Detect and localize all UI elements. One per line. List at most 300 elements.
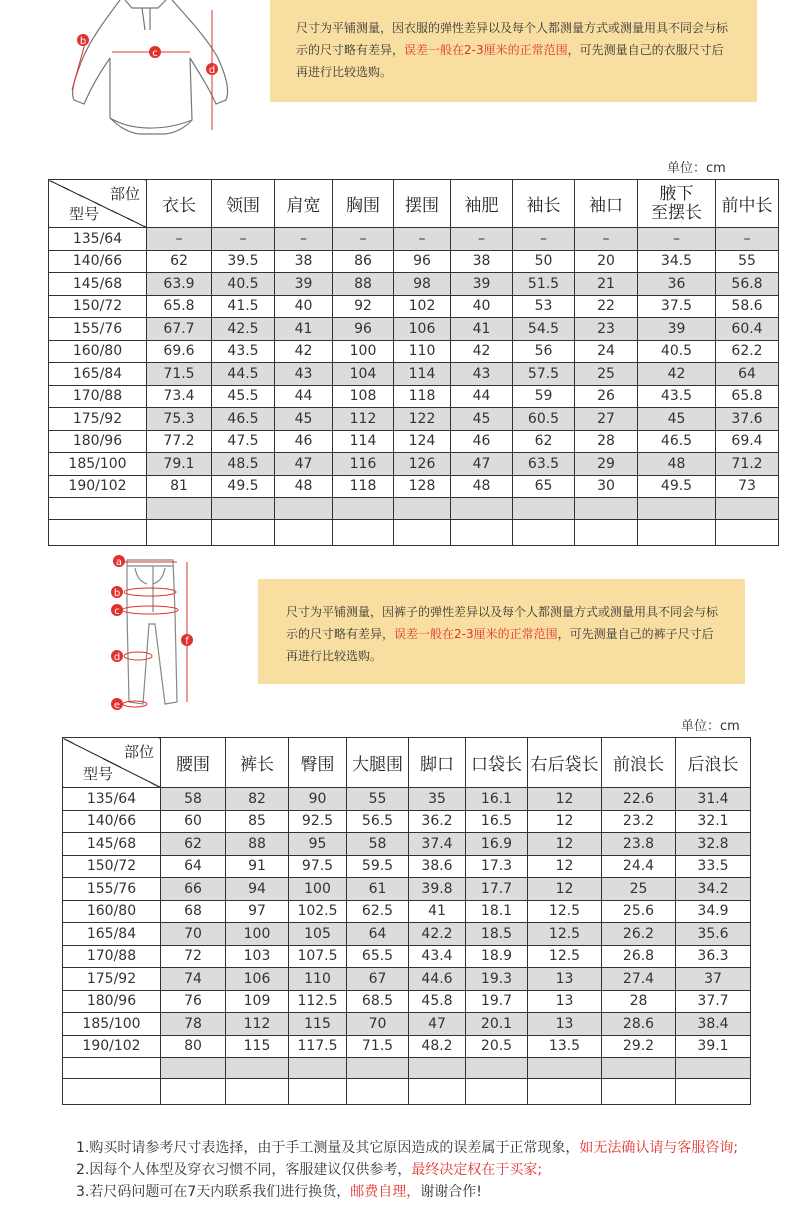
shirt-value-cell: 28 [575, 430, 638, 453]
shirt-value-cell: 43.5 [212, 340, 275, 363]
pants-value-cell [409, 1058, 466, 1079]
shirt-value-cell [147, 498, 212, 520]
pants-label-f: f [185, 636, 189, 647]
pants-value-cell: 94 [226, 878, 289, 901]
pants-value-cell [226, 1079, 289, 1105]
pants-value-cell: 16.1 [466, 788, 528, 811]
shirt-value-cell: 41 [275, 318, 333, 341]
pants-value-cell: 115 [289, 1013, 347, 1036]
shirt-value-cell: 62 [147, 250, 212, 273]
shirt-value-cell: 124 [394, 430, 451, 453]
pants-header-8: 后浪长 [676, 738, 751, 788]
shirt-value-cell: 86 [333, 250, 394, 273]
shirt-value-cell: 71.2 [716, 453, 779, 476]
shirt-value-cell: 37.5 [638, 295, 716, 318]
pants-value-cell: 36.3 [676, 945, 751, 968]
shirt-size-cell: 135/64 [49, 228, 147, 251]
pants-size-cell: 150/72 [63, 855, 161, 878]
shirt-value-cell: 38 [275, 250, 333, 273]
pants-label-d: d [113, 652, 121, 663]
shirt-value-cell: 29 [575, 453, 638, 476]
pants-size-cell: 160/80 [63, 900, 161, 923]
shirt-value-cell: 48.5 [212, 453, 275, 476]
shirt-value-cell: 27 [575, 408, 638, 431]
shirt-size-cell: 175/92 [49, 408, 147, 431]
shirt-value-cell: 57.5 [513, 363, 575, 386]
shirt-header-2: 肩宽 [275, 180, 333, 228]
pants-value-cell: 112 [226, 1013, 289, 1036]
shirt-value-cell [333, 498, 394, 520]
shirt-value-cell: 24 [575, 340, 638, 363]
shirt-size-cell [49, 498, 147, 520]
shirt-label-d: d [208, 65, 216, 76]
shirt-value-cell: – [212, 228, 275, 251]
pants-value-cell: 29.2 [602, 1035, 676, 1058]
shirt-value-cell: 43 [275, 363, 333, 386]
pants-value-cell: 25.6 [602, 900, 676, 923]
shirt-size-cell: 140/66 [49, 250, 147, 273]
shirt-value-cell: 62.2 [716, 340, 779, 363]
pants-row [63, 1013, 751, 1036]
shirt-row [49, 363, 779, 386]
pants-value-cell: 17.3 [466, 855, 528, 878]
shirt-value-cell: 49.5 [638, 475, 716, 498]
shirt-value-cell: 45 [451, 408, 513, 431]
shirt-header-1: 领围 [212, 180, 275, 228]
shirt-value-cell: – [394, 228, 451, 251]
pants-note-tolerance: 误差一般在2-3厘米的正常范围 [394, 627, 558, 641]
shirt-header-3: 胸围 [333, 180, 394, 228]
pants-value-cell: 58 [347, 833, 409, 856]
note-2: 2.因每个人体型及穿衣习惯不同，客服建议仅供参考，最终决定权在于买家; [76, 1162, 543, 1178]
shirt-value-cell: 42 [451, 340, 513, 363]
shirt-value-cell: 88 [333, 273, 394, 296]
pants-value-cell: 48.2 [409, 1035, 466, 1058]
pants-value-cell: 38.6 [409, 855, 466, 878]
pants-value-cell: 22.6 [602, 788, 676, 811]
shirt-value-cell [638, 520, 716, 546]
pants-size-cell: 165/84 [63, 923, 161, 946]
shirt-value-cell [716, 498, 779, 520]
shirt-value-cell: 64 [716, 363, 779, 386]
shirt-value-cell: 47 [451, 453, 513, 476]
shirt-value-cell: 104 [333, 363, 394, 386]
pants-unit-label: 单位：cm [681, 719, 740, 734]
shirt-value-cell: – [333, 228, 394, 251]
pants-header-3: 大腿围 [347, 738, 409, 788]
shirt-value-cell [212, 498, 275, 520]
shirt-row [49, 498, 779, 520]
pants-header-2: 臀围 [289, 738, 347, 788]
pants-value-cell: 62 [161, 833, 226, 856]
shirt-value-cell [451, 498, 513, 520]
shirt-value-cell: 48 [451, 475, 513, 498]
pants-size-cell: 170/88 [63, 945, 161, 968]
shirt-corner-size-label: 型号 [69, 205, 100, 223]
shirt-row [49, 318, 779, 341]
shirt-value-cell: 47.5 [212, 430, 275, 453]
pants-note-line3: 再进行比较选购。 [286, 649, 383, 663]
shirt-value-cell: 37.6 [716, 408, 779, 431]
pants-value-cell: 71.5 [347, 1035, 409, 1058]
pants-value-cell: 28 [602, 990, 676, 1013]
shirt-size-cell [49, 520, 147, 546]
pants-value-cell [347, 1058, 409, 1079]
pants-row [63, 878, 751, 901]
shirt-value-cell: 44 [451, 385, 513, 408]
shirt-value-cell: 100 [333, 340, 394, 363]
shirt-header-6: 袖长 [513, 180, 575, 228]
shirt-value-cell [513, 520, 575, 546]
pants-size-cell: 135/64 [63, 788, 161, 811]
pants-value-cell [161, 1079, 226, 1105]
shirt-value-cell: 114 [333, 430, 394, 453]
shirt-value-cell: 39 [451, 273, 513, 296]
pants-header-0: 腰围 [161, 738, 226, 788]
pants-value-cell: 110 [289, 968, 347, 991]
shirt-corner-part-label: 部位 [109, 185, 140, 203]
shirt-value-cell: 22 [575, 295, 638, 318]
shirt-row [49, 453, 779, 476]
shirt-header-5: 袖肥 [451, 180, 513, 228]
shirt-value-cell: 106 [394, 318, 451, 341]
pants-value-cell: 78 [161, 1013, 226, 1036]
pants-value-cell: 70 [161, 923, 226, 946]
shirt-value-cell: 56.8 [716, 273, 779, 296]
pants-value-cell: 39.1 [676, 1035, 751, 1058]
pants-row [63, 833, 751, 856]
shirt-size-cell: 165/84 [49, 363, 147, 386]
pants-value-cell: 72 [161, 945, 226, 968]
shirt-value-cell: 42 [275, 340, 333, 363]
shirt-value-cell: 21 [575, 273, 638, 296]
pants-value-cell: 20.5 [466, 1035, 528, 1058]
pants-value-cell: 35 [409, 788, 466, 811]
shirt-value-cell: 108 [333, 385, 394, 408]
shirt-size-cell: 155/76 [49, 318, 147, 341]
pants-value-cell: 13.5 [528, 1035, 602, 1058]
pants-value-cell: 109 [226, 990, 289, 1013]
pants-value-cell: 16.9 [466, 833, 528, 856]
shirt-value-cell: – [716, 228, 779, 251]
shirt-value-cell: 65.8 [147, 295, 212, 318]
pants-value-cell [676, 1079, 751, 1105]
pants-value-cell: 17.7 [466, 878, 528, 901]
shirt-value-cell: 42 [638, 363, 716, 386]
shirt-value-cell: 58.6 [716, 295, 779, 318]
shirt-value-cell: 46 [275, 430, 333, 453]
pants-header-4: 脚口 [409, 738, 466, 788]
pants-value-cell: 92.5 [289, 810, 347, 833]
pants-value-cell: 88 [226, 833, 289, 856]
shirt-row [49, 340, 779, 363]
shirt-value-cell: 44.5 [212, 363, 275, 386]
shirt-value-cell: 23 [575, 318, 638, 341]
shirt-value-cell: 50 [513, 250, 575, 273]
shirt-value-cell: 40.5 [638, 340, 716, 363]
shirt-value-cell: 73.4 [147, 385, 212, 408]
shirt-value-cell: 102 [394, 295, 451, 318]
pants-value-cell: 23.2 [602, 810, 676, 833]
pants-value-cell: 106 [226, 968, 289, 991]
shirt-value-cell: – [451, 228, 513, 251]
pants-label-a: a [115, 557, 123, 568]
pants-header-6: 右后袋长 [528, 738, 602, 788]
pants-row [63, 968, 751, 991]
shirt-value-cell: 118 [394, 385, 451, 408]
pants-value-cell: 32.8 [676, 833, 751, 856]
shirt-value-cell: 46 [451, 430, 513, 453]
pants-value-cell: 95 [289, 833, 347, 856]
shirt-value-cell: 48 [638, 453, 716, 476]
shirt-value-cell: 41.5 [212, 295, 275, 318]
pants-size-table [62, 737, 751, 1105]
pants-value-cell: 85 [226, 810, 289, 833]
pants-value-cell: 91 [226, 855, 289, 878]
shirt-value-cell: – [275, 228, 333, 251]
pants-value-cell: 97.5 [289, 855, 347, 878]
shirt-value-cell: 25 [575, 363, 638, 386]
pants-value-cell [226, 1058, 289, 1079]
pants-value-cell: 80 [161, 1035, 226, 1058]
pants-value-cell: 68.5 [347, 990, 409, 1013]
shirt-value-cell: 45 [275, 408, 333, 431]
shirt-value-cell [333, 520, 394, 546]
pants-value-cell: 112.5 [289, 990, 347, 1013]
pants-row [63, 900, 751, 923]
shirt-value-cell: 39.5 [212, 250, 275, 273]
shirt-value-cell: 46.5 [638, 430, 716, 453]
shirt-note-line3: 再进行比较选购。 [296, 65, 393, 79]
shirt-value-cell: 47 [275, 453, 333, 476]
shirt-value-cell: – [638, 228, 716, 251]
pants-value-cell: 38.4 [676, 1013, 751, 1036]
pants-value-cell: 31.4 [676, 788, 751, 811]
pants-value-cell: 32.1 [676, 810, 751, 833]
shirt-value-cell: 63.9 [147, 273, 212, 296]
shirt-size-cell: 145/68 [49, 273, 147, 296]
pants-value-cell: 20.1 [466, 1013, 528, 1036]
shirt-value-cell: 40.5 [212, 273, 275, 296]
pants-value-cell: 25 [602, 878, 676, 901]
shirt-size-cell: 150/72 [49, 295, 147, 318]
pants-value-cell: 13 [528, 1013, 602, 1036]
pants-value-cell: 59.5 [347, 855, 409, 878]
pants-note-line2: 示的尺寸略有差异，误差一般在2-3厘米的正常范围，可先测量自己的裤子尺寸后 [286, 627, 714, 641]
pants-corner-cell [63, 738, 161, 788]
shirt-value-cell: 40 [275, 295, 333, 318]
pants-value-cell [289, 1079, 347, 1105]
pants-value-cell [466, 1079, 528, 1105]
pants-corner-size-label: 型号 [83, 765, 114, 783]
shirt-value-cell: 112 [333, 408, 394, 431]
note-3-highlight: 邮费自理， [350, 1184, 421, 1200]
shirt-value-cell: 41 [451, 318, 513, 341]
shirt-value-cell: 40 [451, 295, 513, 318]
shirt-value-cell [275, 498, 333, 520]
shirt-value-cell: – [575, 228, 638, 251]
pants-row [63, 1058, 751, 1079]
shirt-row [49, 250, 779, 273]
pants-value-cell [528, 1079, 602, 1105]
shirt-value-cell: 53 [513, 295, 575, 318]
pants-value-cell: 103 [226, 945, 289, 968]
pants-value-cell: 39.8 [409, 878, 466, 901]
pants-value-cell: 68 [161, 900, 226, 923]
shirt-label-c: c [152, 48, 158, 59]
pants-size-cell: 145/68 [63, 833, 161, 856]
pants-corner-part-label: 部位 [123, 743, 154, 761]
shirt-row [49, 430, 779, 453]
shirt-value-cell: 38 [451, 250, 513, 273]
shirt-value-cell: 114 [394, 363, 451, 386]
pants-value-cell: 55 [347, 788, 409, 811]
shirt-value-cell [716, 520, 779, 546]
pants-value-cell: 34.9 [676, 900, 751, 923]
note-1: 1.购买时请参考尺寸表选择，由于手工测量及其它原因造成的误差属于正常现象，如无法确认请与客服咨询; [76, 1140, 739, 1156]
pants-value-cell: 24.4 [602, 855, 676, 878]
shirt-value-cell: 73 [716, 475, 779, 498]
pants-value-cell: 16.5 [466, 810, 528, 833]
pants-value-cell: 76 [161, 990, 226, 1013]
pants-value-cell: 47 [409, 1013, 466, 1036]
shirt-value-cell: 79.1 [147, 453, 212, 476]
pants-row [63, 810, 751, 833]
pants-value-cell: 64 [161, 855, 226, 878]
pants-size-cell: 175/92 [63, 968, 161, 991]
pants-header-row [63, 738, 751, 788]
shirt-note-line2: 示的尺寸略有差异，误差一般在2-3厘米的正常范围，可先测量自己的衣服尺寸后 [296, 43, 724, 57]
pants-value-cell: 12 [528, 810, 602, 833]
pants-value-cell: 97 [226, 900, 289, 923]
shirt-value-cell: 45.5 [212, 385, 275, 408]
shirt-size-cell: 185/100 [49, 453, 147, 476]
pants-value-cell: 37.4 [409, 833, 466, 856]
shirt-value-cell: 43.5 [638, 385, 716, 408]
shirt-header-row [49, 180, 779, 228]
shirt-value-cell: 44 [275, 385, 333, 408]
shirt-value-cell: 62 [513, 430, 575, 453]
shirt-value-cell: 54.5 [513, 318, 575, 341]
shirt-value-cell: 65 [513, 475, 575, 498]
shirt-value-cell: 126 [394, 453, 451, 476]
pants-value-cell: 12 [528, 855, 602, 878]
pants-header-1: 裤长 [226, 738, 289, 788]
pants-value-cell: 33.5 [676, 855, 751, 878]
shirt-row [49, 520, 779, 546]
shirt-measurement-note [270, 0, 757, 102]
shirt-note-tolerance: 误差一般在2-3厘米的正常范围 [404, 43, 568, 57]
pants-size-cell: 180/96 [63, 990, 161, 1013]
pants-value-cell: 12 [528, 833, 602, 856]
pants-value-cell: 19.3 [466, 968, 528, 991]
pants-value-cell [602, 1058, 676, 1079]
shirt-value-cell [394, 520, 451, 546]
shirt-value-cell [575, 520, 638, 546]
pants-value-cell: 12.5 [528, 923, 602, 946]
pants-row [63, 990, 751, 1013]
shirt-value-cell: 69.4 [716, 430, 779, 453]
pants-label-c: c [114, 606, 120, 617]
pants-size-cell: 185/100 [63, 1013, 161, 1036]
pants-size-cell [63, 1058, 161, 1079]
shirt-value-cell [513, 498, 575, 520]
shirt-value-cell: 122 [394, 408, 451, 431]
pants-value-cell [676, 1058, 751, 1079]
pants-value-cell [161, 1058, 226, 1079]
shirt-header-7: 袖口 [575, 180, 638, 228]
pants-value-cell: 26.2 [602, 923, 676, 946]
pants-value-cell [466, 1058, 528, 1079]
pants-value-cell: 90 [289, 788, 347, 811]
shirt-header-0: 衣长 [147, 180, 212, 228]
pants-value-cell: 34.2 [676, 878, 751, 901]
pants-value-cell: 12.5 [528, 900, 602, 923]
pants-value-cell: 100 [226, 923, 289, 946]
shirt-unit-label: 单位：cm [667, 161, 726, 176]
pants-value-cell: 60 [161, 810, 226, 833]
pants-value-cell: 74 [161, 968, 226, 991]
shirt-value-cell [638, 498, 716, 520]
pants-value-cell: 43.4 [409, 945, 466, 968]
pants-value-cell: 70 [347, 1013, 409, 1036]
shirt-value-cell: 20 [575, 250, 638, 273]
pants-size-cell [63, 1079, 161, 1105]
shirt-size-cell: 170/88 [49, 385, 147, 408]
shirt-diagram [50, 0, 265, 140]
shirt-value-cell: 36 [638, 273, 716, 296]
pants-value-cell: 66 [161, 878, 226, 901]
pants-value-cell: 18.1 [466, 900, 528, 923]
pants-header-7: 前浪长 [602, 738, 676, 788]
pants-value-cell: 23.8 [602, 833, 676, 856]
pants-value-cell: 58 [161, 788, 226, 811]
shirt-value-cell: 39 [275, 273, 333, 296]
shirt-value-cell: 56 [513, 340, 575, 363]
shirt-label-b: b [79, 36, 87, 47]
pants-row [63, 945, 751, 968]
pants-value-cell: 18.5 [466, 923, 528, 946]
note-2-highlight: 最终决定权在于买家; [411, 1162, 543, 1178]
pants-value-cell: 13 [528, 990, 602, 1013]
pants-value-cell: 65.5 [347, 945, 409, 968]
pants-value-cell: 82 [226, 788, 289, 811]
pants-row [63, 855, 751, 878]
pants-value-cell: 18.9 [466, 945, 528, 968]
pants-value-cell: 56.5 [347, 810, 409, 833]
shirt-value-cell: 81 [147, 475, 212, 498]
purchase-notes [76, 1137, 796, 1203]
pants-row [63, 788, 751, 811]
shirt-header-8: 腋下 至摆长 [638, 180, 716, 228]
shirt-value-cell: 26 [575, 385, 638, 408]
shirt-value-cell: 59 [513, 385, 575, 408]
shirt-value-cell: 128 [394, 475, 451, 498]
shirt-header-4: 摆围 [394, 180, 451, 228]
pants-header-5: 口袋长 [466, 738, 528, 788]
shirt-value-cell [575, 498, 638, 520]
shirt-value-cell: 67.7 [147, 318, 212, 341]
pants-diagram [105, 552, 205, 714]
pants-size-cell: 190/102 [63, 1035, 161, 1058]
shirt-size-cell: 190/102 [49, 475, 147, 498]
pants-value-cell: 12 [528, 788, 602, 811]
pants-value-cell: 41 [409, 900, 466, 923]
shirt-value-cell: 43 [451, 363, 513, 386]
pants-label-b: b [113, 588, 121, 599]
shirt-value-cell: 39 [638, 318, 716, 341]
shirt-corner-cell [49, 180, 147, 228]
